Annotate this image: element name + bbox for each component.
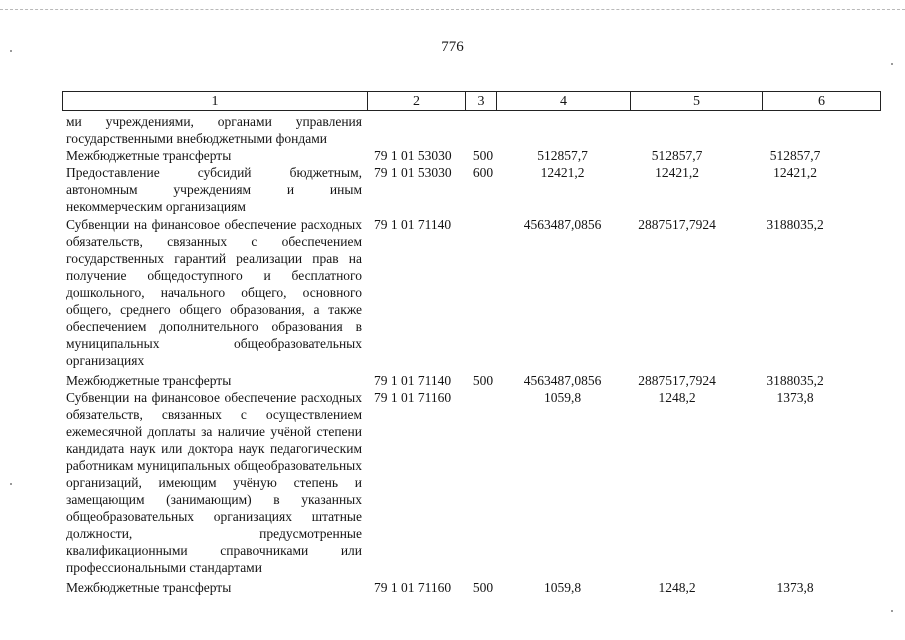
column-header-2: 2	[368, 92, 466, 111]
row-name: Межбюджетные трансферты	[66, 373, 232, 388]
column-header-5: 5	[631, 92, 763, 111]
target-code: 79 1 01 53030	[374, 148, 452, 163]
page-top-rule	[0, 9, 905, 10]
amount-col4: 12421,2	[540, 165, 585, 180]
expense-type: 500	[472, 148, 494, 163]
target-code: 79 1 01 71160	[374, 580, 452, 595]
row-name: Предоставление субсидий бюджетным, автономным учреждениям и иным некоммерческим организациям	[66, 165, 362, 214]
scan-dot	[891, 610, 893, 612]
row-name: Межбюджетные трансферты	[66, 148, 232, 163]
scan-dot	[891, 63, 893, 65]
row-name: Межбюджетные трансферты	[66, 580, 232, 595]
amount-col5: 1248,2	[658, 580, 696, 595]
amount-col5: 12421,2	[655, 165, 699, 180]
column-header-4: 4	[497, 92, 631, 111]
amount-col6: 3188035,2	[766, 373, 824, 388]
expense-type: 500	[472, 580, 494, 595]
amount-col5: 2887517,7924	[638, 217, 716, 232]
amount-col4: 1059,8	[543, 580, 582, 595]
amount-col5: 1248,2	[658, 390, 696, 405]
column-header-row	[62, 91, 881, 111]
expense-type: 500	[472, 373, 494, 388]
target-code: 79 1 01 53030	[374, 165, 452, 180]
page-number: 776	[441, 39, 464, 55]
row-name: ми учреждениями, органами управления государственными внебюджетными фондами	[66, 114, 362, 146]
amount-col6: 512857,7	[769, 148, 821, 163]
target-code: 79 1 01 71140	[374, 373, 452, 388]
target-code: 79 1 01 71160	[374, 390, 452, 405]
amount-col6: 1373,8	[776, 580, 814, 595]
column-header-6: 6	[763, 92, 881, 111]
amount-col6: 1373,8	[776, 390, 814, 405]
row-name: Субвенции на финансовое обеспечение расходных обязательств, связанных с осуществлением ежемесячной доплаты за наличие учёной степени кандидата наук или доктора наук педагогическим работникам муниципальных общеобразовательных организаций, имеющим учёную степень и замещающим (занимающим) в указанных общеобразовательных организациях штатные должности, предусмотренные квалификационными справочниками или профессиональными стандартами	[66, 390, 362, 575]
scan-dot	[10, 483, 12, 485]
amount-col4: 512857,7	[537, 148, 588, 163]
amount-col5: 512857,7	[651, 148, 703, 163]
amount-col5: 2887517,7924	[638, 373, 716, 388]
target-code: 79 1 01 71140	[374, 217, 452, 232]
row-name: Субвенции на финансовое обеспечение расходных обязательств, связанных с обеспечением государственных гарантий реализации прав на получение общедоступного и бесплатного дошкольного, начального общего, основного общего, среднего общего образования, а также обеспечением дополнительного образования в муниципальных общеобразовательных организациях	[66, 217, 362, 368]
column-header-3: 3	[466, 92, 497, 111]
expense-type: 600	[472, 165, 494, 180]
amount-col4: 4563487,0856	[523, 373, 602, 388]
amount-col6: 3188035,2	[766, 217, 824, 232]
amount-col4: 4563487,0856	[523, 217, 602, 232]
column-header-1: 1	[63, 92, 368, 111]
amount-col4: 1059,8	[543, 390, 582, 405]
amount-col6: 12421,2	[773, 165, 817, 180]
